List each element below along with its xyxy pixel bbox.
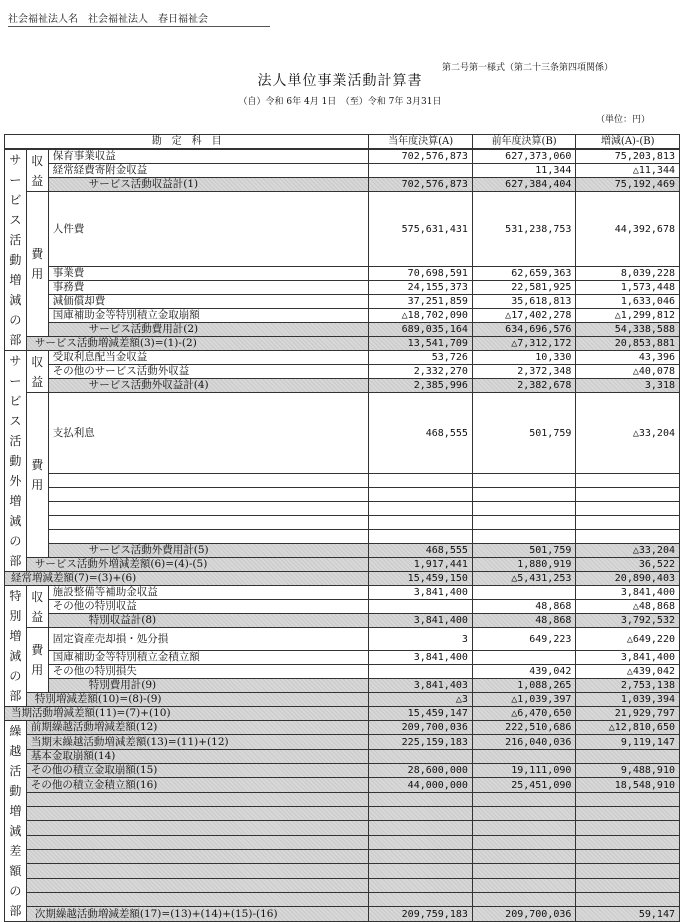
row-current: 3 [369, 628, 473, 651]
row-diff: 21,929,797 [576, 707, 680, 721]
row-label: 経常経費寄附金収益 [48, 164, 369, 178]
subgroup-revenue-label: 収益 [26, 586, 48, 628]
subgroup-expense-label: 費用 [26, 192, 48, 337]
subtotal-row [5, 614, 680, 628]
row-previous: △6,470,650 [472, 707, 576, 721]
row-diff: 2,753,138 [576, 679, 680, 693]
section-carryover-label: 繰越活動増減差額の部 [5, 721, 27, 922]
row-current [369, 164, 473, 178]
column-previous: 前年度決算(B) [472, 135, 576, 150]
row-current: △18,702,090 [369, 309, 473, 323]
total-row [5, 337, 680, 351]
row-current: 225,159,183 [369, 735, 473, 749]
row-current: 3,841,400 [369, 614, 473, 628]
row-current [369, 749, 473, 763]
row-current: 468,555 [369, 393, 473, 474]
row-previous [472, 749, 576, 763]
row-diff: 36,522 [576, 558, 680, 572]
empty-row [5, 502, 680, 516]
row-label: 国庫補助金等特別積立金積立額 [48, 651, 369, 665]
row-diff: 20,890,403 [576, 572, 680, 586]
row-previous: 216,040,036 [472, 735, 576, 749]
row-current [369, 665, 473, 679]
subtotal-row [5, 178, 680, 192]
row-previous: 48,868 [472, 614, 576, 628]
column-diff: 増減(A)-(B) [576, 135, 680, 150]
row-current [369, 600, 473, 614]
empty-row [5, 488, 680, 502]
row-label: その他の積立金取崩額(15) [26, 764, 369, 778]
row-current: 702,576,873 [369, 178, 473, 192]
table-row [5, 267, 680, 281]
row-label: 特別収益計(8) [48, 614, 369, 628]
row-diff: 75,192,469 [576, 178, 680, 192]
section-special-label: 特別増減の部 [5, 586, 27, 707]
row-previous: 634,696,576 [472, 323, 576, 337]
row-label: 特別増減差額(10)=(8)-(9) [26, 693, 369, 707]
table-row [5, 149, 680, 164]
empty-row [5, 850, 680, 864]
row-current: 575,631,431 [369, 192, 473, 267]
table-row [5, 600, 680, 614]
row-current: 44,000,000 [369, 778, 473, 792]
row-label: サービス活動増減差額(3)=(1)-(2) [26, 337, 369, 351]
row-diff: 3,792,532 [576, 614, 680, 628]
row-current: 2,332,270 [369, 365, 473, 379]
grand-total-row [5, 707, 680, 721]
row-label: その他の特別収益 [48, 600, 369, 614]
table-row [5, 365, 680, 379]
row-label: 基本金取崩額(14) [26, 749, 369, 763]
row-current: 15,459,147 [369, 707, 473, 721]
subgroup-expense-label: 費用 [26, 393, 48, 558]
row-label: サービス活動収益計(1) [48, 178, 369, 192]
row-previous: 62,659,363 [472, 267, 576, 281]
row-label: サービス活動費用計(2) [48, 323, 369, 337]
row-previous [472, 586, 576, 600]
row-label: サービス活動外収益計(4) [48, 379, 369, 393]
row-label: 経常増減差額(7)=(3)+(6) [5, 572, 369, 586]
total-row [5, 558, 680, 572]
row-diff: △33,204 [576, 393, 680, 474]
table-row [5, 721, 680, 735]
row-label: 事業費 [48, 267, 369, 281]
table-row [5, 651, 680, 665]
subtotal-row [5, 323, 680, 337]
row-diff: 44,392,678 [576, 192, 680, 267]
corporation-name: 社会福祉法人名 社会福祉法人 春日福祉会 [8, 10, 270, 27]
table-row [5, 393, 680, 474]
row-previous: △17,402,278 [472, 309, 576, 323]
row-current: 15,459,150 [369, 572, 473, 586]
row-label: 事務費 [48, 281, 369, 295]
row-diff: 59,147 [576, 907, 680, 922]
subgroup-revenue-label: 収益 [26, 149, 48, 192]
row-diff: △12,810,650 [576, 721, 680, 735]
unit-label: （単位：円） [596, 115, 651, 125]
row-previous: 501,759 [472, 393, 576, 474]
table-row [5, 628, 680, 651]
row-label: 受取利息配当金収益 [48, 351, 369, 365]
row-diff: 8,039,228 [576, 267, 680, 281]
empty-row [5, 516, 680, 530]
row-previous: 1,088,265 [472, 679, 576, 693]
table-row [5, 164, 680, 178]
row-label: 国庫補助金等特別積立金取崩額 [48, 309, 369, 323]
row-diff: 43,396 [576, 351, 680, 365]
row-diff [576, 749, 680, 763]
empty-row [5, 474, 680, 488]
row-previous: 627,384,404 [472, 178, 576, 192]
empty-row [5, 835, 680, 849]
row-diff: △1,299,812 [576, 309, 680, 323]
row-diff: 9,119,147 [576, 735, 680, 749]
row-label: 減価償却費 [48, 295, 369, 309]
total-row [5, 693, 680, 707]
empty-row [5, 530, 680, 544]
row-current: 702,576,873 [369, 149, 473, 164]
row-label: その他の積立金積立額(16) [26, 778, 369, 792]
row-previous: 627,373,060 [472, 149, 576, 164]
row-diff: △33,204 [576, 544, 680, 558]
subtotal-row [5, 379, 680, 393]
fiscal-period: （自）令和 6年 4月 1日 （至）令和 7年 3月31日 [238, 97, 442, 107]
row-previous: △7,312,172 [472, 337, 576, 351]
row-diff: 3,841,400 [576, 586, 680, 600]
row-current: 37,251,859 [369, 295, 473, 309]
row-label: 人件費 [48, 192, 369, 267]
row-current: 1,917,441 [369, 558, 473, 572]
row-current: 2,385,996 [369, 379, 473, 393]
row-previous: 2,372,348 [472, 365, 576, 379]
row-previous: 35,618,813 [472, 295, 576, 309]
row-previous: 22,581,925 [472, 281, 576, 295]
row-label: 当期末繰越活動増減差額(13)=(11)+(12) [26, 735, 369, 749]
row-diff: △48,868 [576, 600, 680, 614]
row-previous: 48,868 [472, 600, 576, 614]
row-previous: △1,039,397 [472, 693, 576, 707]
row-previous: 10,330 [472, 351, 576, 365]
row-diff: 1,039,394 [576, 693, 680, 707]
row-current: 3,841,400 [369, 651, 473, 665]
row-label: その他の特別損失 [48, 665, 369, 679]
row-current: 468,555 [369, 544, 473, 558]
table-row [5, 665, 680, 679]
subgroup-revenue-label: 収益 [26, 351, 48, 393]
row-diff: △649,220 [576, 628, 680, 651]
row-current: 70,698,591 [369, 267, 473, 281]
page-title: 法人単位事業活動計算書 [257, 73, 423, 89]
column-current: 当年度決算(A) [369, 135, 473, 150]
row-label: サービス活動外費用計(5) [48, 544, 369, 558]
activity-statement-table [4, 134, 680, 922]
row-diff: 3,841,400 [576, 651, 680, 665]
row-previous: 1,880,919 [472, 558, 576, 572]
row-label: 支払利息 [48, 393, 369, 474]
row-label: 当期活動増減差額(11)=(7)+(10) [5, 707, 369, 721]
row-current: 28,600,000 [369, 764, 473, 778]
row-diff: 9,488,910 [576, 764, 680, 778]
row-diff: △40,078 [576, 365, 680, 379]
row-current: 209,759,183 [369, 907, 473, 922]
section-service-label: サービス活動増減の部 [5, 149, 27, 351]
row-label: サービス活動外増減差額(6)=(4)-(5) [26, 558, 369, 572]
row-label: 固定資産売却損・処分損 [48, 628, 369, 651]
column-account: 勘 定 科 目 [5, 135, 369, 150]
row-previous: 2,382,678 [472, 379, 576, 393]
row-previous: 501,759 [472, 544, 576, 558]
row-previous: 25,451,090 [472, 778, 576, 792]
row-label: 特別費用計(9) [48, 679, 369, 693]
row-diff: 18,548,910 [576, 778, 680, 792]
grand-total-row [5, 907, 680, 922]
table-row [5, 764, 680, 778]
table-row [5, 749, 680, 763]
section-non-service-label: サービス活動外増減の部 [5, 351, 27, 572]
row-label: 前期繰越活動増減差額(12) [26, 721, 369, 735]
empty-row [5, 821, 680, 835]
row-previous: 439,042 [472, 665, 576, 679]
row-diff: △11,344 [576, 164, 680, 178]
row-diff: 54,338,588 [576, 323, 680, 337]
row-diff: 1,573,448 [576, 281, 680, 295]
row-current: 209,700,036 [369, 721, 473, 735]
row-current: 3,841,403 [369, 679, 473, 693]
form-number: 第二号第一様式（第二十三条第四項関係） [442, 63, 614, 73]
table-row [5, 586, 680, 600]
row-previous: 19,111,090 [472, 764, 576, 778]
subtotal-row [5, 679, 680, 693]
row-current: △3 [369, 693, 473, 707]
row-current: 24,155,373 [369, 281, 473, 295]
table-row [5, 309, 680, 323]
empty-row [5, 893, 680, 907]
row-previous: 649,223 [472, 628, 576, 651]
row-current: 689,035,164 [369, 323, 473, 337]
row-previous: 531,238,753 [472, 192, 576, 267]
subgroup-expense-label: 費用 [26, 628, 48, 693]
row-current: 3,841,400 [369, 586, 473, 600]
row-label: 施設整備等補助金収益 [48, 586, 369, 600]
row-label: その他のサービス活動外収益 [48, 365, 369, 379]
row-label: 次期繰越活動増減差額(17)=(13)+(14)+(15)-(16) [26, 907, 369, 922]
table-header [5, 135, 680, 150]
subtotal-row [5, 544, 680, 558]
empty-row [5, 878, 680, 892]
row-diff: 1,633,046 [576, 295, 680, 309]
row-current: 53,726 [369, 351, 473, 365]
row-label: 保育事業収益 [48, 149, 369, 164]
row-current: 13,541,709 [369, 337, 473, 351]
empty-row [5, 864, 680, 878]
table-row [5, 281, 680, 295]
row-previous: 209,700,036 [472, 907, 576, 922]
table-row [5, 295, 680, 309]
row-previous [472, 651, 576, 665]
row-previous: 222,510,686 [472, 721, 576, 735]
table-row [5, 351, 680, 365]
table-row [5, 735, 680, 749]
empty-row [5, 792, 680, 806]
row-diff: 3,318 [576, 379, 680, 393]
empty-row [5, 807, 680, 821]
row-diff: 75,203,813 [576, 149, 680, 164]
grand-total-row [5, 572, 680, 586]
table-row [5, 192, 680, 267]
row-previous: 11,344 [472, 164, 576, 178]
row-previous: △5,431,253 [472, 572, 576, 586]
row-diff: 20,853,881 [576, 337, 680, 351]
row-diff: △439,042 [576, 665, 680, 679]
table-row [5, 778, 680, 792]
